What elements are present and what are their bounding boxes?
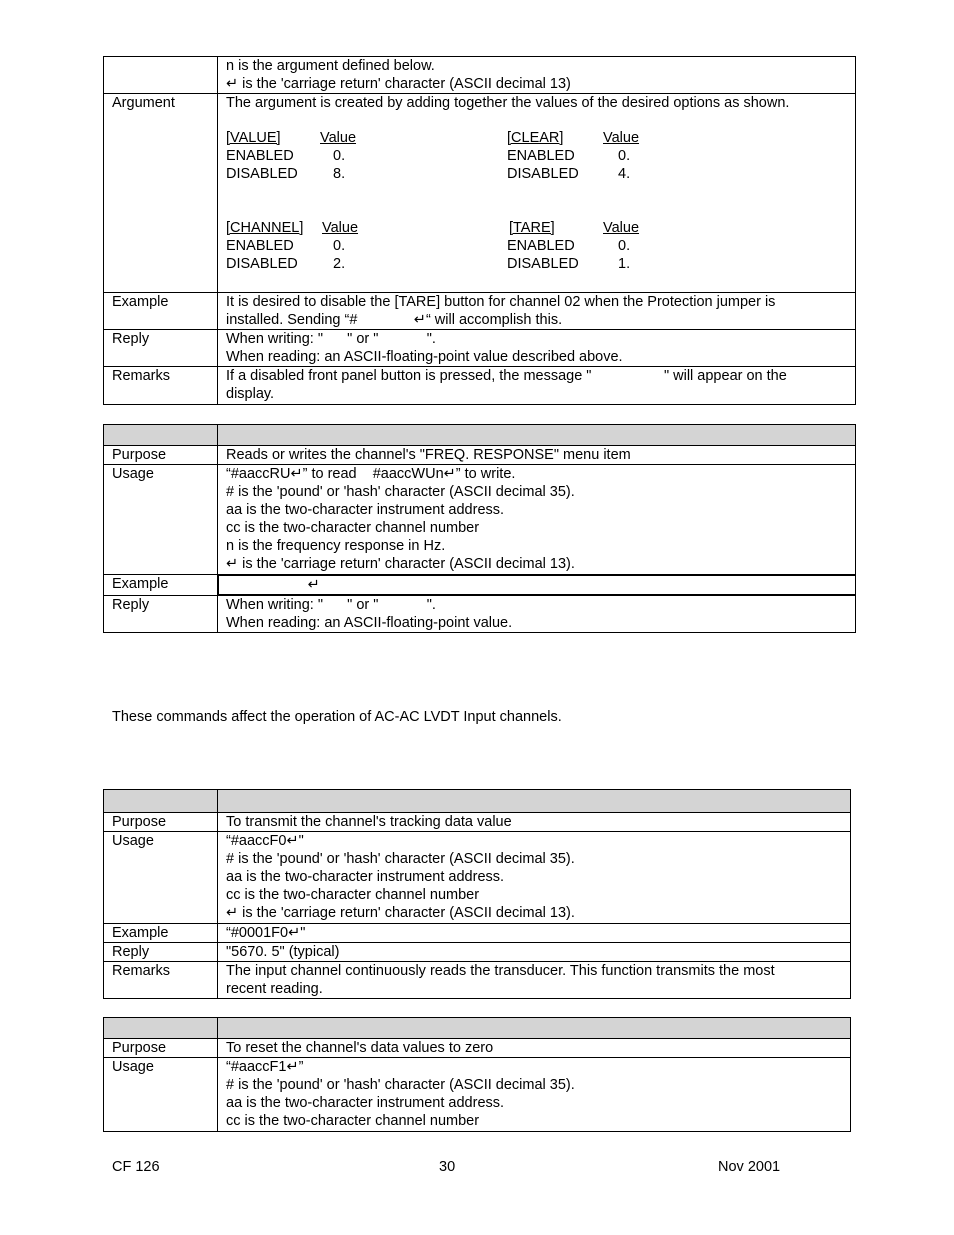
value-header: Value <box>322 220 359 236</box>
value-header: Value <box>320 130 357 146</box>
command-table-protection <box>103 56 856 405</box>
table-header-bar <box>104 425 856 446</box>
table-row-reply: Reply "5670. 5" (typical) <box>104 943 851 962</box>
table-row-reply: Reply When writing: " " or " ". When reading: an ASCII-floating-point value. <box>104 596 856 633</box>
command-table-reset-data <box>103 1017 851 1132</box>
footer-page-number: 30 <box>439 1159 456 1175</box>
option-disabled-row: DISABLED 8. DISABLED 4. <box>226 166 631 182</box>
row-label: Usage <box>104 1058 218 1132</box>
option-name: [TARE] <box>509 220 555 236</box>
row-label: Usage <box>104 832 218 924</box>
row-label: Reply <box>104 596 218 633</box>
option-name: [CLEAR] <box>507 130 564 146</box>
table-row-usage: Usage “#aaccF0↵" # is the 'pound' or 'hash' character (ASCII decimal 35). aa is the two-character instrument address. cc is the two-character channel number ↵ is the 'carriage return' character (ASCII decimal 13). <box>104 832 851 924</box>
argument-intro: The argument is created by adding together the values of the desired options as shown. <box>226 95 790 111</box>
row-label: Reply <box>104 943 218 962</box>
table-row-continuation: n is the argument defined below. ↵ is the 'carriage return' character (ASCII decimal 13) <box>104 57 856 94</box>
table-row-usage: Usage “#aaccF1↵” # is the 'pound' or 'hash' character (ASCII decimal 35). aa is the two-character instrument address. cc is the two-character channel number <box>104 1058 851 1132</box>
option-enabled-row: ENABLED 0. ENABLED 0. <box>226 148 631 164</box>
command-table-transmit-data <box>103 789 851 999</box>
argument-cell <box>218 94 856 293</box>
table-header-bar <box>104 790 851 813</box>
value-header: Value <box>603 220 640 236</box>
table-row-reply: Reply When writing: " " or " ". When reading: an ASCII-floating-point value described above. <box>104 330 856 367</box>
table-row-argument <box>104 94 856 293</box>
table-row-example: Example “#0001F0↵" <box>104 924 851 943</box>
footer-doc-id: CF 126 <box>112 1159 160 1175</box>
row-label: Example <box>104 924 218 943</box>
option-header-row <box>226 219 847 237</box>
row-label: Purpose <box>104 446 218 465</box>
table-row-purpose: Purpose To transmit the channel's tracking data value <box>104 813 851 832</box>
option-name: [CHANNEL] <box>226 220 304 236</box>
row-label: Remarks <box>104 367 218 405</box>
row-label: Purpose <box>104 813 218 832</box>
row-label: Remarks <box>104 962 218 999</box>
table-row-example: Example It is desired to disable the [TARE] button for channel 02 when the Protection jumper is installed. Sending “# ↵“ will accomplish this. <box>104 293 856 330</box>
row-label: Purpose <box>104 1039 218 1058</box>
row-label: Reply <box>104 330 218 367</box>
option-disabled-row: DISABLED 2. DISABLED 1. <box>226 256 631 272</box>
row-label: Argument <box>104 94 218 293</box>
row-label: Example <box>104 575 218 596</box>
table-row-purpose: Purpose Reads or writes the channel's "FREQ. RESPONSE" menu item <box>104 446 856 465</box>
value-header: Value <box>603 130 640 146</box>
table-row-remarks: Remarks If a disabled front panel button is pressed, the message " " will appear on the display. <box>104 367 856 405</box>
table-header-bar <box>104 1018 851 1039</box>
option-name: [VALUE] <box>226 130 281 146</box>
command-table-freq-response <box>103 424 856 633</box>
footer-date: Nov 2001 <box>718 1159 781 1175</box>
table-row-usage: Usage “#aaccRU↵” to read #aaccWUn↵” to write. # is the 'pound' or 'hash' character (ASCII decimal 35). aa is the two-character instrument address. cc is the two-character channel number n is the frequency response in Hz. ↵ is the 'carriage return' character (ASCII decimal 13). <box>104 465 856 575</box>
row-label: Example <box>104 293 218 330</box>
table-row-purpose: Purpose To reset the channel's data values to zero <box>104 1039 851 1058</box>
option-header-row <box>226 129 847 147</box>
table-row-example: Example ↵ <box>104 575 856 596</box>
option-enabled-row: ENABLED 0. ENABLED 0. <box>226 238 631 254</box>
row-label: Usage <box>104 465 218 575</box>
table-row-remarks: Remarks The input channel continuously reads the transducer. This function transmits the most recent reading. <box>104 962 851 999</box>
section-intro-text: These commands affect the operation of AC-AC LVDT Input channels. <box>112 709 562 725</box>
